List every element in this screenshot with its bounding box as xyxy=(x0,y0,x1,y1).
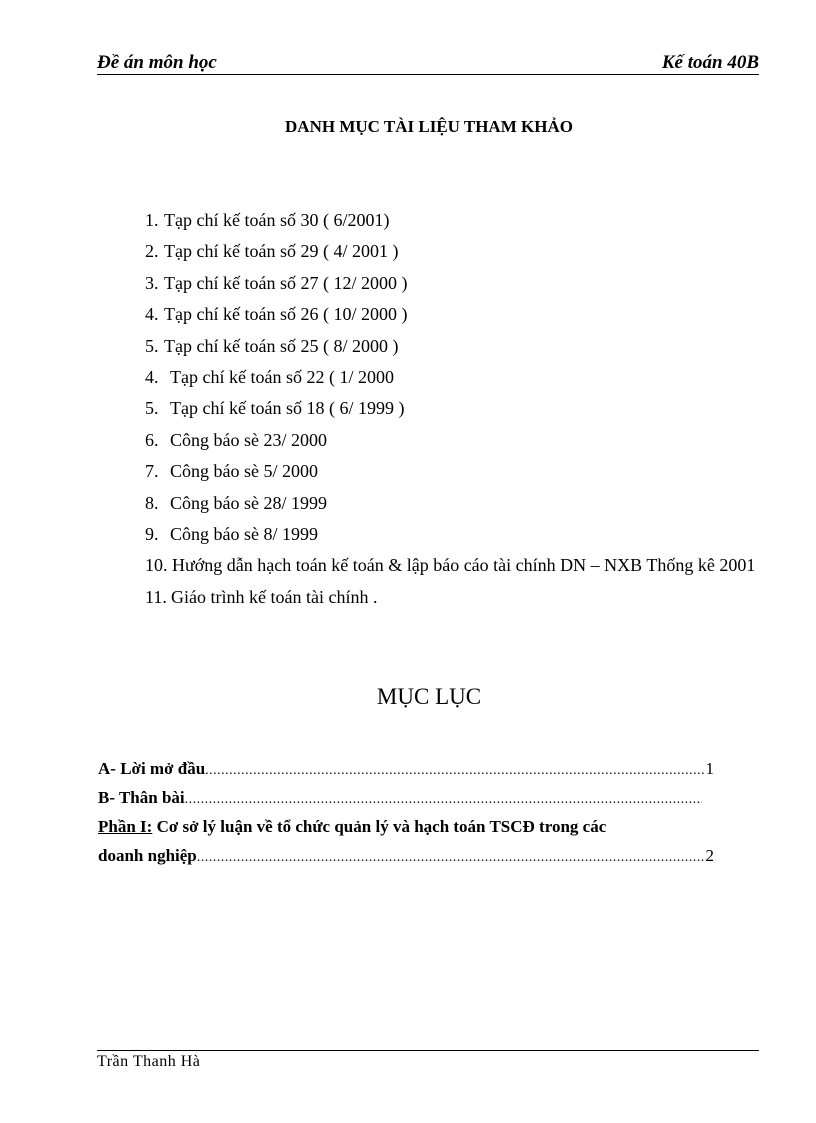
reference-text: Công báo sè 28/ 1999 xyxy=(170,492,327,513)
reference-text: Công báo sè 5/ 2000 xyxy=(170,461,318,482)
reference-item xyxy=(145,396,779,420)
reference-number: 8. xyxy=(145,492,159,513)
reference-number: 4. xyxy=(145,304,159,325)
toc-entry-page: 1 xyxy=(705,759,714,778)
reference-text: Tạp chí kế toán số 25 ( 8/ 2000 ) xyxy=(164,335,399,356)
reference-number: 10. xyxy=(145,555,168,576)
reference-text: Tạp chí kế toán số 27 ( 12/ 2000 ) xyxy=(164,272,408,293)
reference-number: 9. xyxy=(145,523,159,544)
toc-part-label: Phần I: xyxy=(98,817,153,836)
reference-text: Tạp chí kế toán số 29 ( 4/ 2001 ) xyxy=(164,241,399,262)
header-class: Kế toán 40B xyxy=(661,52,759,73)
reference-text: Giáo trình kế toán tài chính . xyxy=(171,586,378,607)
reference-item xyxy=(145,585,779,609)
toc-title: MỤC LỤC xyxy=(376,684,482,709)
reference-number: 5. xyxy=(145,398,159,419)
reference-text: Hướng dẫn hạch toán kế toán & lập báo cáo tài chính DN – NXB Thống kê 2001 xyxy=(172,555,756,576)
toc-leader xyxy=(185,792,702,808)
reference-text: Công báo sè 8/ 1999 xyxy=(170,523,318,544)
toc-entry-label: A- Lời mở đầu xyxy=(98,759,206,778)
reference-item xyxy=(145,208,779,232)
toc-part-text: Cơ sở lý luận về tổ chức quản lý và hạch toán TSCĐ trong các xyxy=(156,817,607,836)
toc-entry-page: 2 xyxy=(705,846,714,865)
reference-item xyxy=(145,428,779,452)
reference-number: 3. xyxy=(145,272,159,293)
footer-rule xyxy=(97,1050,759,1051)
toc-part-heading xyxy=(98,817,606,837)
reference-number: 4. xyxy=(145,366,159,387)
reference-text: Tạp chí kế toán số 30 ( 6/2001) xyxy=(164,210,390,230)
reference-number: 5. xyxy=(145,335,159,356)
reference-item xyxy=(145,239,779,263)
references-title: DANH MỤC TÀI LIỆU THAM KHẢO xyxy=(285,117,573,136)
references-list xyxy=(145,208,779,616)
toc-leader xyxy=(205,763,705,779)
reference-item xyxy=(145,491,779,515)
reference-item xyxy=(145,302,779,326)
reference-text: Tạp chí kế toán số 18 ( 6/ 1999 ) xyxy=(170,398,405,419)
reference-number: 2. xyxy=(145,241,159,262)
reference-text: Tạp chí kế toán số 22 ( 1/ 2000 xyxy=(170,366,394,387)
reference-text: Công báo sè 23/ 2000 xyxy=(170,429,327,450)
reference-item xyxy=(145,365,779,389)
page-header xyxy=(97,52,759,75)
header-course: Đề án môn học xyxy=(97,52,217,73)
reference-number: 6. xyxy=(145,429,159,450)
reference-number: 1. xyxy=(145,210,159,230)
reference-item xyxy=(145,553,779,577)
toc-entry xyxy=(98,759,714,779)
toc-leader xyxy=(197,850,706,866)
reference-text: Tạp chí kế toán số 26 ( 10/ 2000 ) xyxy=(164,304,408,325)
toc-entry-label: doanh nghiệp xyxy=(98,846,197,865)
reference-number: 7. xyxy=(145,461,159,482)
reference-item xyxy=(145,459,779,483)
toc-entry xyxy=(98,846,714,866)
reference-item xyxy=(145,271,779,295)
toc-entry xyxy=(98,788,702,808)
reference-number: 11. xyxy=(145,586,167,607)
footer-author: Trần Thanh Hà xyxy=(97,1053,201,1070)
reference-item xyxy=(145,334,779,358)
toc-entry-label: B- Thân bài xyxy=(98,788,185,807)
reference-item xyxy=(145,522,779,546)
